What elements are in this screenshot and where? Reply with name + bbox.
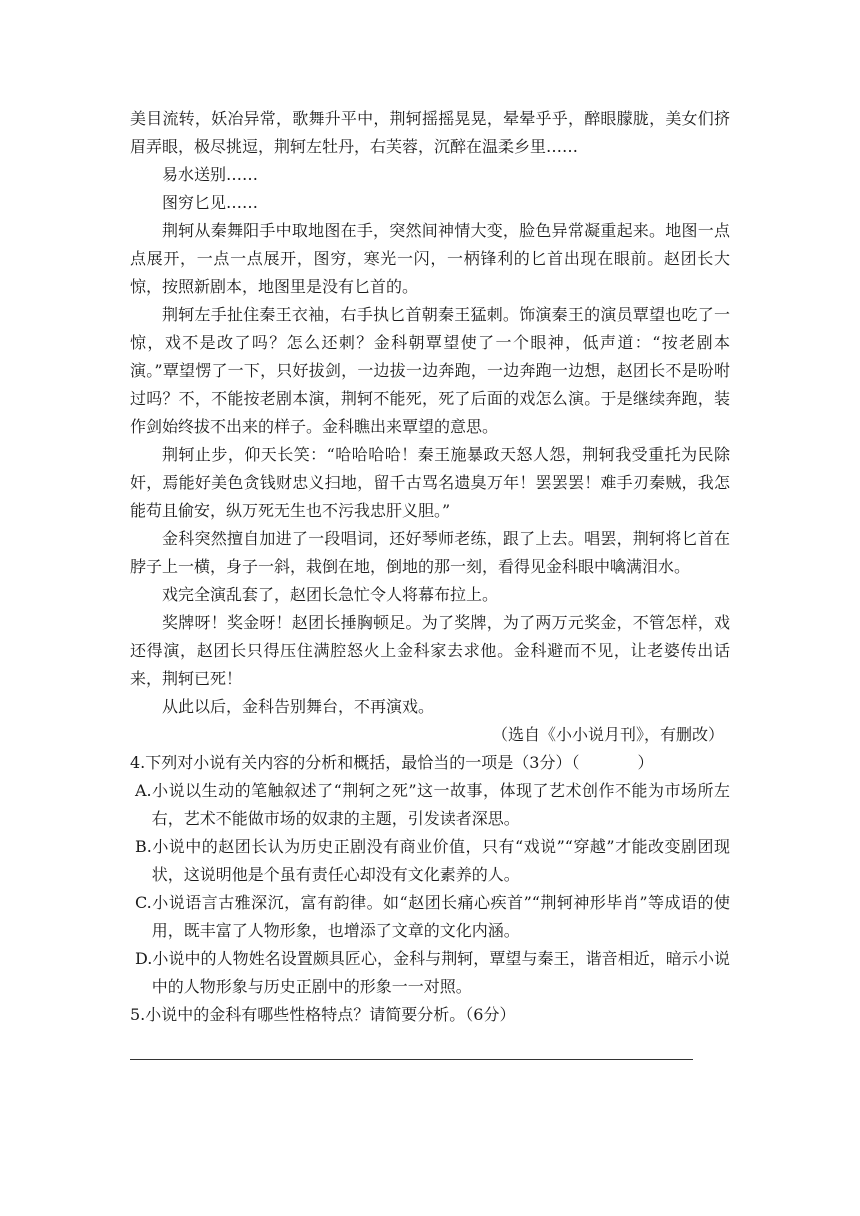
- passage-paragraph: 美目流转，妖冶异常，歌舞升平中，荆轲摇摇晃晃，晕晕乎乎，醉眼朦胧，美女们挤眉弄眼，极尽挑逗，荆轲左牡丹，右芙蓉，沉醉在温柔乡里……: [130, 109, 730, 156]
- passage-paragraph: 易水送别……: [162, 165, 259, 184]
- option-d: D.小说中的人物姓名设置颇具匠心，金科与荆轲，覃望与秦王，谐音相近，暗示小说中的人物形象与历史正剧中的形象一一对照。: [135, 949, 730, 996]
- passage-paragraph: 荆轲止步，仰天长笑：“哈哈哈哈！秦王施暴政天怒人怨，荆轲我受重托为民除奸，焉能好美色贪钱财忠义扫地，留千古骂名遗臭万年！罢罢罢！难手刃秦贼，我怎能苟且偷安，纵万死无生也不污我忠肝义胆。”: [130, 445, 730, 520]
- question-4-stem: [130, 749, 730, 777]
- passage-paragraph: 奖牌呀！奖金呀！赵团长捶胸顿足。为了奖牌，为了两万元奖金，不管怎样，戏还得演，赵团长只得压住满腔怒火上金科家去求他。金科避而不见，让老婆传出话来，荆轲已死！: [130, 613, 730, 688]
- option-a: A.小说以生动的笔触叙述了“荆轲之死”这一故事，体现了艺术创作不能为市场所左右，艺术不能做市场的奴隶的主题，引发读者深思。: [135, 781, 730, 828]
- question-4-text: 4.下列对小说有关内容的分析和概括，最恰当的一项是（3分）（: [130, 753, 580, 772]
- answer-line[interactable]: [130, 1059, 693, 1060]
- passage-paragraph: 戏完全演乱套了，赵团长急忙令人将幕布拉上。: [162, 585, 499, 604]
- passage-paragraph: 金科突然擅自加进了一段唱词，还好琴师老练，跟了上去。唱罢，荆轲将匕首在脖子上一横，身子一斜，栽倒在地，倒地的那一刻，看得见金科眼中噙满泪水。: [130, 529, 730, 576]
- passage-paragraph: 荆轲从秦舞阳手中取地图在手，突然间神情大变，脸色异常凝重起来。地图一点点展开，一点一点展开，图穷，寒光一闪，一柄锋利的匕首出现在眼前。赵团长大惊，按照新剧本，地图里是没有匕首的。: [130, 221, 730, 296]
- option-b: B.小说中的赵团长认为历史正剧没有商业价值，只有“戏说”“穿越”才能改变剧团现状，这说明他是个虽有责任心却没有文化素养的人。: [135, 837, 730, 884]
- passage-continued: [130, 105, 730, 1029]
- passage-paragraph: 荆轲左手扯住秦王衣袖，右手执匕首朝秦王猛刺。饰演秦王的演员覃望也吃了一惊，戏不是改了吗？怎么还刺？金科朝覃望使了一个眼神，低声道：“按老剧本演。”覃望愣了一下，只好拔剑，一边拔一边奔跑，一边奔跑一边想，赵团长不是吩咐过吗？不，不能按老剧本演，荆轲不能死，死了后面的戏怎么演。于是继续奔跑，装作剑始终拔不出来的样子。金科瞧出来覃望的意思。: [130, 305, 730, 436]
- question-5-stem: 5.小说中的金科有哪些性格特点？请简要分析。（6分）: [130, 1005, 516, 1024]
- question-4-close: ）: [637, 753, 654, 772]
- passage-paragraph: 图穷匕见……: [162, 193, 259, 212]
- option-c: C.小说语言古雅深沉，富有韵律。如“赵团长痛心疾首”“荆轲神形毕肖”等成语的使用，既丰富了人物形象，也增添了文章的文化内涵。: [135, 893, 730, 940]
- source-citation: （选自《小小说月刊》，有删改）: [491, 725, 724, 744]
- passage-paragraph: 从此以后，金科告别舞台，不再演戏。: [162, 697, 435, 716]
